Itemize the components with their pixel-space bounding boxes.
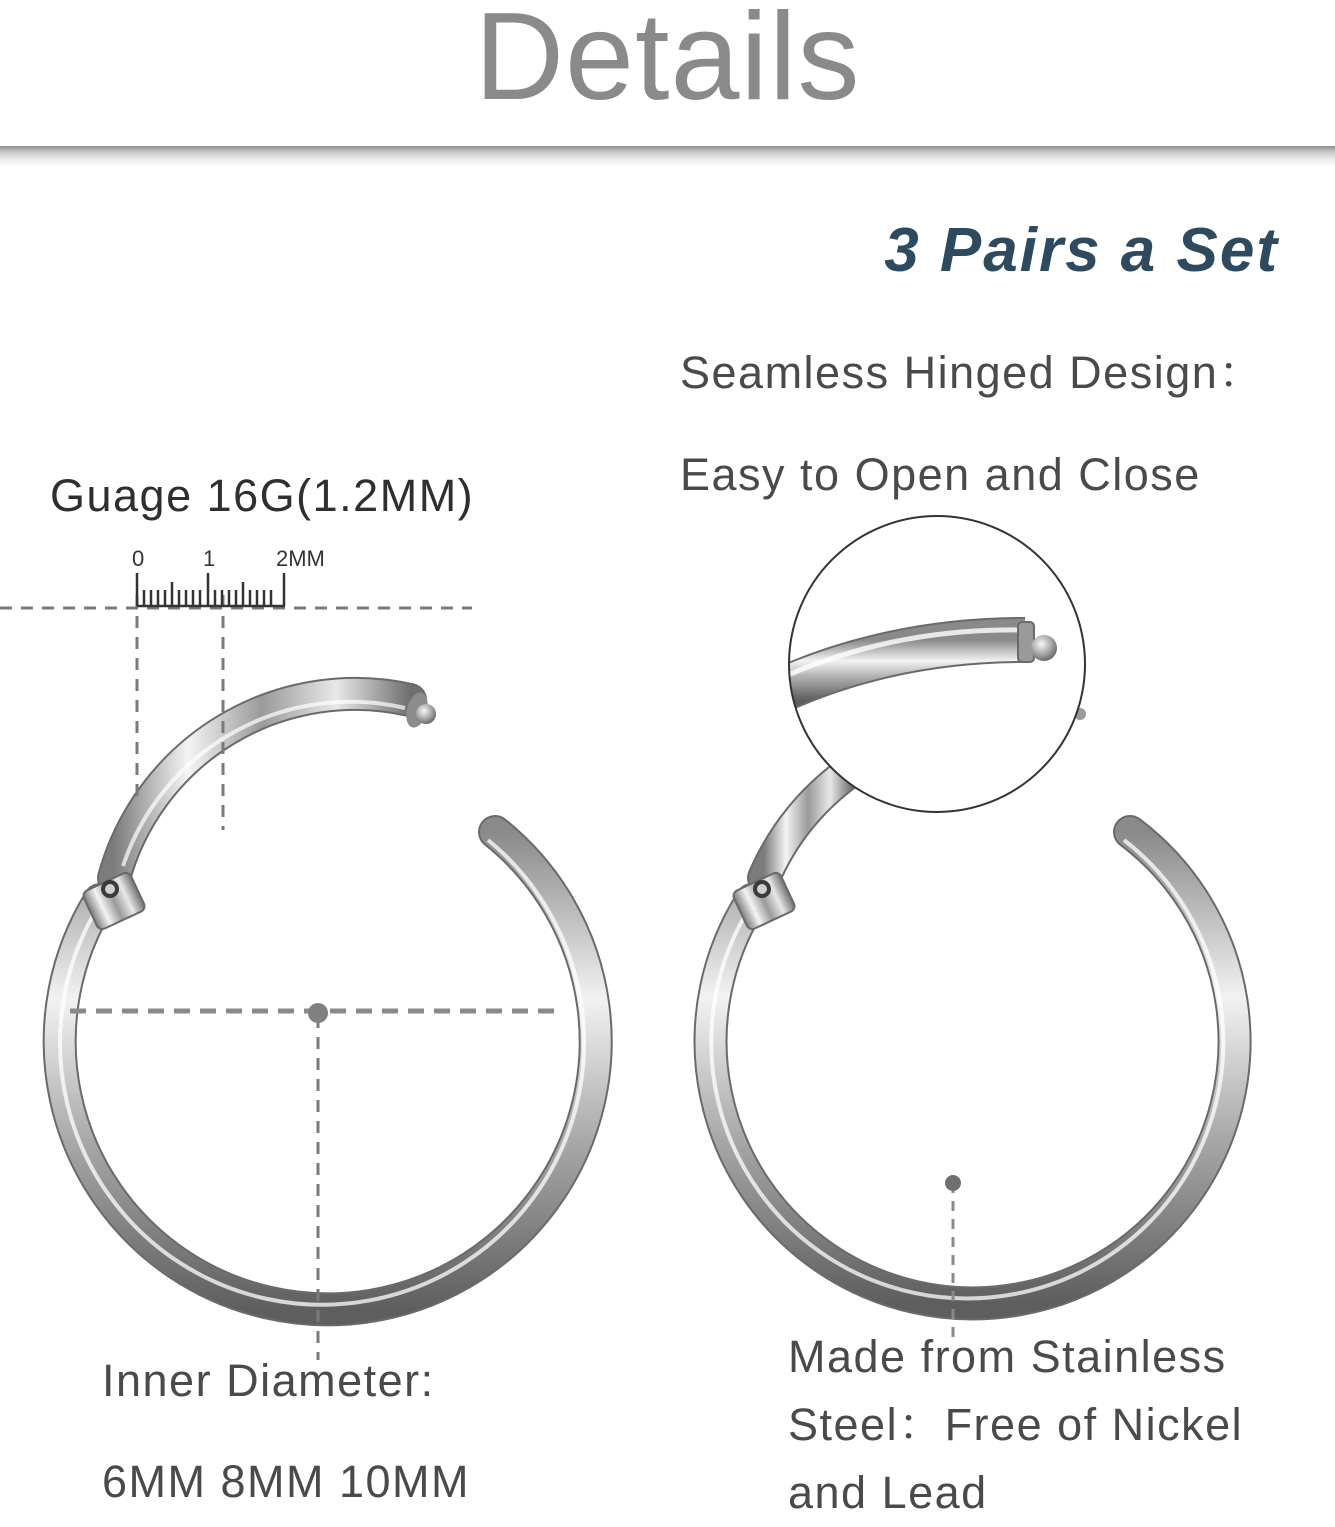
material-dot xyxy=(945,1175,961,1191)
material-line: Made from Stainless xyxy=(788,1331,1227,1382)
hinged-design-title: Seamless Hinged Design： xyxy=(680,347,1265,398)
inner-diameter-sizes: 6MM 8MM 10MM xyxy=(102,1456,471,1507)
page-title: Details xyxy=(474,0,861,126)
left-ring xyxy=(60,690,596,1309)
hinged-design-subtitle: Easy to Open and Close xyxy=(680,449,1201,500)
header-divider xyxy=(0,146,1335,168)
center-dot xyxy=(308,1003,328,1023)
material-line: and Lead xyxy=(788,1467,988,1518)
material-line: Steel：Free of Nickel xyxy=(788,1399,1244,1450)
material-description xyxy=(788,1323,1308,1527)
set-label: 3 Pairs a Set xyxy=(884,216,1279,285)
ruler-tick-label: 1 xyxy=(203,546,216,571)
magnified-hinge-tip-icon xyxy=(760,516,1085,812)
gauge-ruler xyxy=(137,573,285,606)
ruler-tick-label: 2MM xyxy=(276,546,325,571)
ruler-tick-label: 0 xyxy=(132,546,145,571)
inner-diameter-title: Inner Diameter: xyxy=(102,1355,435,1406)
gauge-label: Guage 16G(1.2MM) xyxy=(50,470,475,521)
